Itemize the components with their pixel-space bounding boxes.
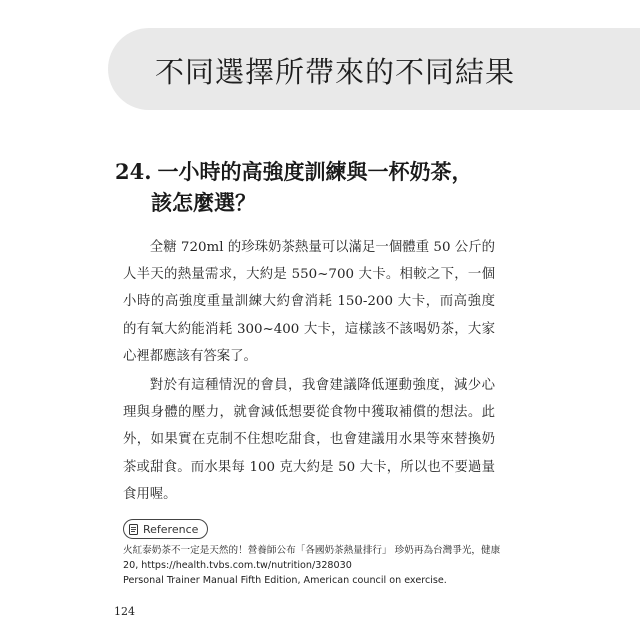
reference-item-1: 火紅泰奶茶不一定是天然的！營養師公布「各國奶茶熱量排行」 珍奶再為台灣爭光，健康 20, https://health.tvbs.com.tw/nutrition/328030 [123,545,501,571]
page-number: 124 [114,605,135,618]
document-icon [129,524,138,535]
reference-badge [123,519,208,539]
question-line-1: 一小時的高強度訓練與一杯奶茶， [157,159,473,184]
reference-item-2: Personal Trainer Manual Fifth Edition, American council on exercise. [123,575,447,586]
reference-label: Reference [143,522,199,536]
question-heading [115,156,473,218]
body-paragraph-2: 對於有這種情況的會員，我會建議降低運動強度，減少心理與身體的壓力，就會減低想要從食物中獲取補償的想法。此外，如果實在克制不住想吃甜食，也會建議用水果等來替換奶茶或甜食。而水果每 100 克大約是 50 大卡，所以也不要過量食用喔。 [123,378,495,502]
body-paragraph-1: 全糖 720ml 的珍珠奶茶熱量可以滿足一個體重 50 公斤的人半天的熱量需求，大約是 550~700 大卡。相較之下，一個小時的高強度重量訓練大約會消耗 150-200 大卡，而高強度的有氧大約能消耗 300~400 大卡，這樣該不該喝奶茶，大家心裡都應該有答案了。 [123,240,495,364]
question-line-2: 該怎麼選？ [151,190,256,215]
page-title: 不同選擇所帶來的不同結果 [155,55,516,89]
question-number: 24. [115,159,152,184]
